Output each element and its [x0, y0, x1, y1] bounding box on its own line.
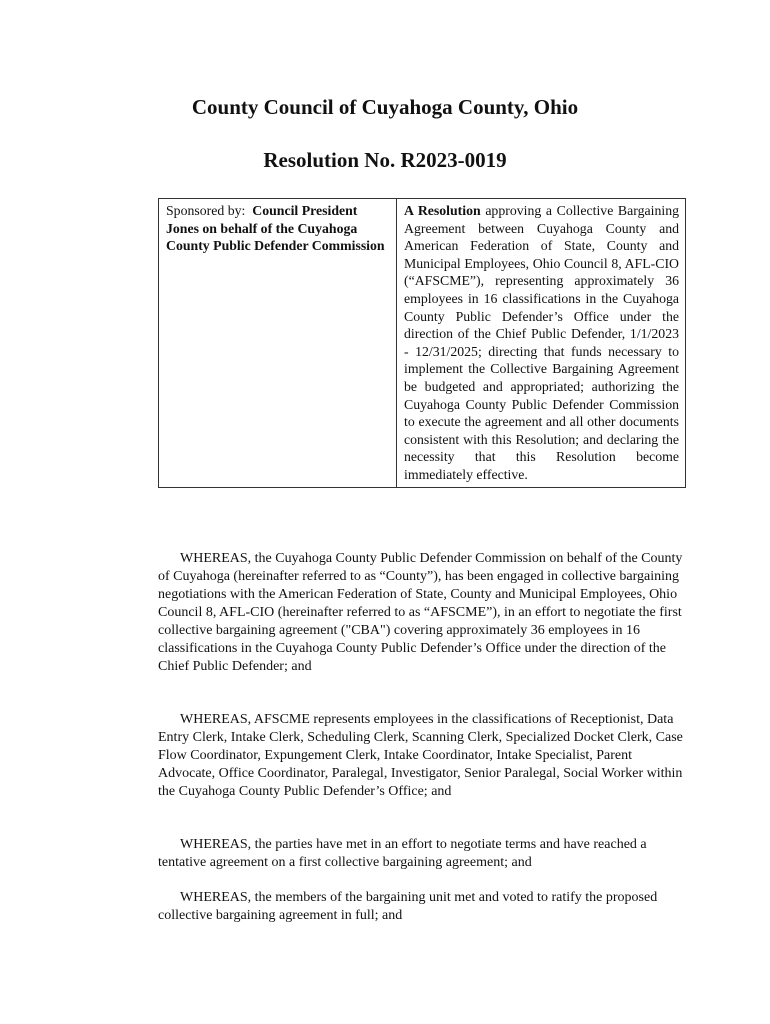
sponsor-table: [158, 198, 686, 488]
paragraph-text: WHEREAS, the Cuyahoga County Public Defender Commission on behalf of the County of Cuyahoga (hereinafter referred to as “County”), has been engaged in collective bargaining negotiations with the American Federation of State, County and Municipal Employees, Ohio Council 8, AFL-CIO (hereinafter referred to as “AFSCME”), in an effort to negotiate the first collective bargaining agreement ("CBA") covering approximately 36 employees in 16 classifications in the Cuyahoga County Public Defender’s Office under the direction of the Chief Public Defender; and: [158, 551, 683, 674]
whereas-paragraph-4: [158, 889, 686, 925]
resolution-summary-cell: [397, 199, 686, 488]
sponsor-cell: [159, 199, 397, 488]
paragraph-text: WHEREAS, the parties have met in an effort to negotiate terms and have reached a tentative agreement on a first collective bargaining agreement; and: [158, 837, 647, 870]
sponsor-name: Council President Jones on behalf of the Cuyahoga County Public Defender Commission: [166, 203, 385, 254]
sponsor-label: Sponsored by:: [166, 203, 246, 218]
whereas-paragraph-2: [158, 711, 686, 801]
whereas-paragraph-3: [158, 836, 686, 872]
whereas-paragraph-1: [158, 550, 686, 676]
paragraph-text: WHEREAS, the members of the bargaining unit met and voted to ratify the proposed collective bargaining agreement in full; and: [158, 890, 658, 923]
council-title: County Council of Cuyahoga County, Ohio: [191, 95, 579, 119]
resolution-summary-text: approving a Collective Bargaining Agreement between Cuyahoga County and American Federation of State, County and Municipal Employees, Ohio Council 8, AFL-CIO (“AFSCME”), representing approximately 36 employees in 16 classifications in the Cuyahoga County Public Defender’s Office under the direction of the Chief Public Defender, 1/1/2023 - 12/31/2025; directing that funds necessary to implement the Collective Bargaining Agreement be budgeted and appropriated; authorizing the Cuyahoga County Public Defender Commission to execute the agreement and all other documents consistent with this Resolution; and declaring the necessity that this Resolution become immediately effective.: [404, 203, 679, 482]
paragraph-text: WHEREAS, AFSCME represents employees in the classifications of Receptionist, Data Entry Clerk, Intake Clerk, Scheduling Clerk, Scanning Clerk, Specialized Docket Clerk, Case Flow Coordinator, Expungement Clerk, Intake Coordinator, Intake Specialist, Parent Advocate, Office Coordinator, Paralegal, Investigator, Senior Paralegal, Social Worker within the Cuyahoga County Public Defender’s Office; and: [158, 712, 683, 799]
resolution-number: Resolution No. R2023-0019: [263, 148, 507, 172]
resolution-lead: A Resolution: [404, 203, 481, 218]
